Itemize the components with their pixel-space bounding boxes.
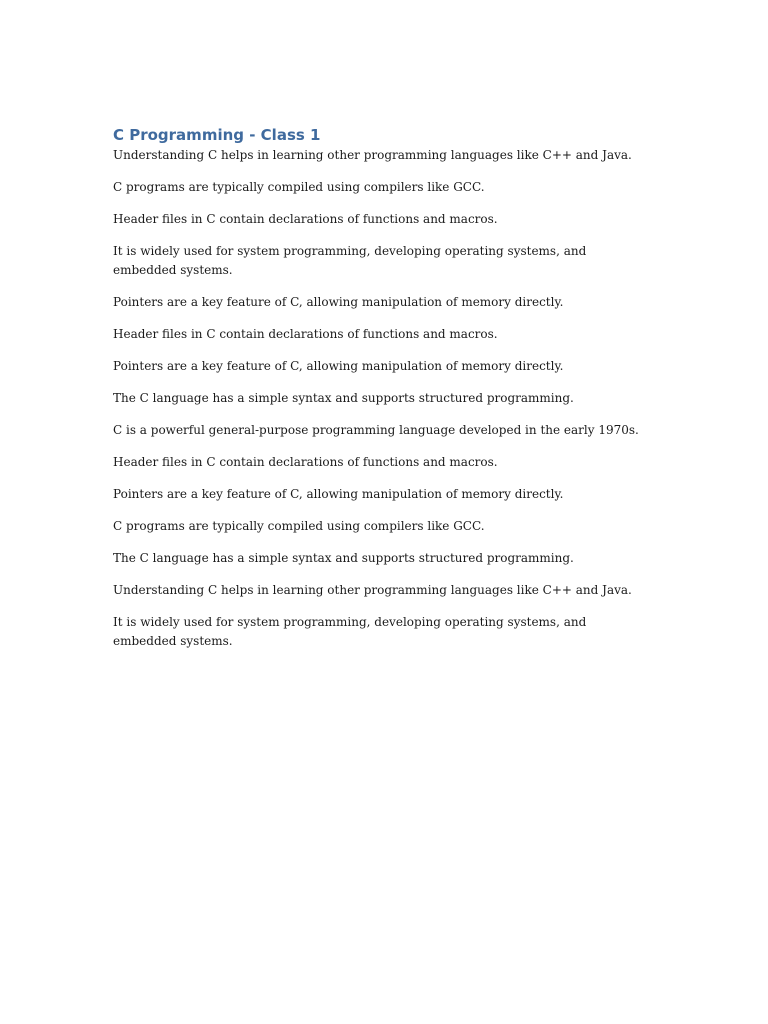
paragraph: Understanding C helps in learning other programming languages like C++ and Java. — [113, 583, 632, 597]
paragraph: Understanding C helps in learning other programming languages like C++ and Java. — [113, 148, 632, 162]
paragraph: The C language has a simple syntax and supports structured programming. — [113, 551, 574, 565]
paragraph: Header files in C contain declarations of functions and macros. — [113, 327, 498, 341]
paragraph: Pointers are a key feature of C, allowing manipulation of memory directly. — [113, 487, 564, 501]
paragraph: It is widely used for system programming, developing operating systems, and embedded systems. — [113, 615, 587, 648]
paragraph: Header files in C contain declarations of functions and macros. — [113, 212, 498, 226]
paragraph: Header files in C contain declarations of functions and macros. — [113, 455, 498, 469]
paragraph: C programs are typically compiled using compilers like GCC. — [113, 180, 485, 194]
paragraph: Pointers are a key feature of C, allowing manipulation of memory directly. — [113, 295, 564, 309]
paragraph: C programs are typically compiled using compilers like GCC. — [113, 519, 485, 533]
document-title: C Programming - Class 1 — [113, 126, 321, 144]
paragraph: It is widely used for system programming, developing operating systems, and embedded systems. — [113, 244, 587, 277]
paragraph: The C language has a simple syntax and supports structured programming. — [113, 391, 574, 405]
paragraph: Pointers are a key feature of C, allowing manipulation of memory directly. — [113, 359, 564, 373]
document-body — [113, 125, 653, 664]
paragraph: C is a powerful general-purpose programming language developed in the early 1970s. — [113, 423, 639, 437]
